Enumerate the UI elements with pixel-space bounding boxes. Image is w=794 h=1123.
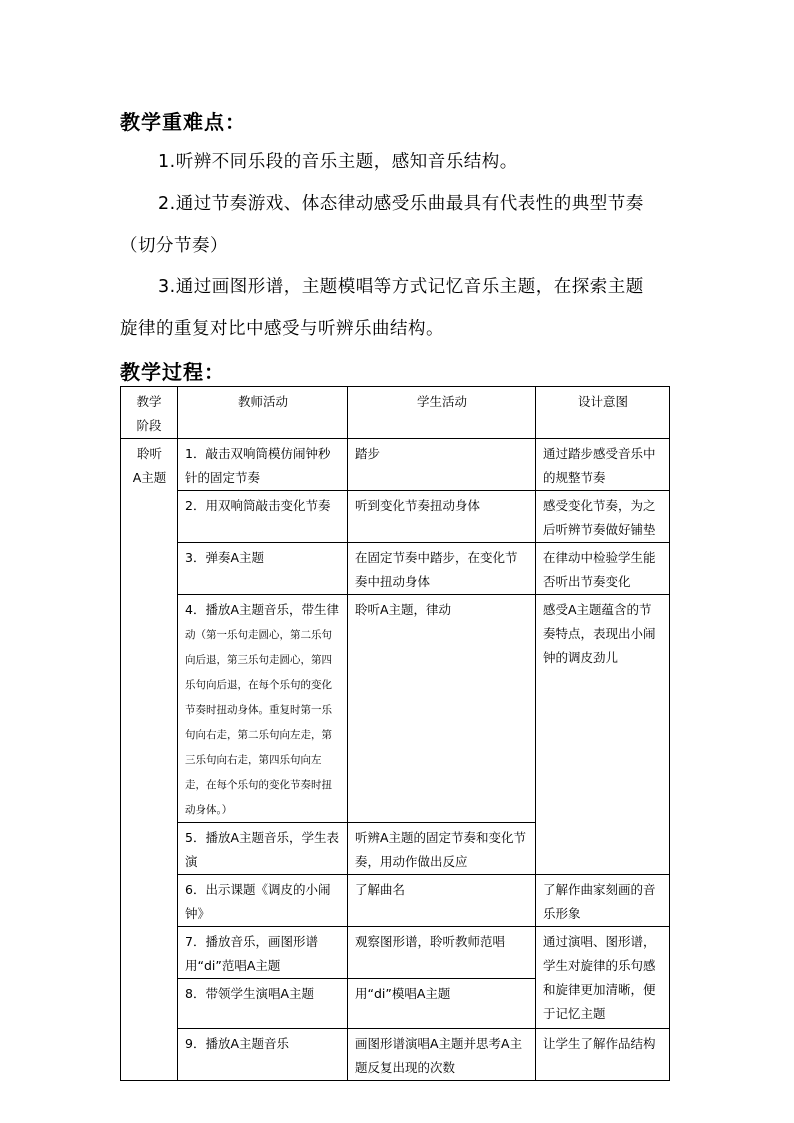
design-intent: 在律动中检验学生能否听出节奏变化 bbox=[536, 543, 670, 595]
table-row bbox=[121, 491, 670, 543]
student-activity: 了解曲名 bbox=[348, 875, 536, 927]
teacher-activity: 7．播放音乐，画图形谱用“di”范唱A主题 bbox=[178, 927, 348, 979]
teacher-activity-detail: 动（第一乐句走圆心，第二乐句向后退，第三乐句走圆心，第四乐句向后退，在每个乐句的变化节奏时扭动身体。重复时第一乐句向右走，第二乐句向左走，第三乐句向右走，第四乐句向左走，在每个乐句的变化节奏时扭动身体。） bbox=[185, 629, 332, 816]
teacher-activity: 3．弹奏A主题 bbox=[178, 543, 348, 595]
teacher-activity: 5．播放A主题音乐，学生表演 bbox=[178, 823, 348, 875]
student-activity: 用“di”模唱A主题 bbox=[348, 979, 536, 1029]
teacher-activity bbox=[178, 595, 348, 823]
student-activity: 聆听A主题，律动 bbox=[348, 595, 536, 823]
key-point-3-continued: 旋律的重复对比中感受与听辨乐曲结构。 bbox=[120, 319, 444, 339]
process-heading: 教学过程： bbox=[120, 360, 225, 384]
key-point-1: 1.听辨不同乐段的音乐主题，感知音乐结构。 bbox=[158, 152, 518, 172]
design-intent: 让学生了解作品结构 bbox=[536, 1029, 670, 1081]
design-intent: 了解作曲家刻画的音乐形象 bbox=[536, 875, 670, 927]
header-student: 学生活动 bbox=[348, 387, 536, 439]
student-activity: 听辨A主题的固定节奏和变化节奏，用动作做出反应 bbox=[348, 823, 536, 875]
student-activity: 听到变化节奏扭动身体 bbox=[348, 491, 536, 543]
teacher-activity: 1．敲击双响筒模仿闹钟秒针的固定节奏 bbox=[178, 439, 348, 491]
student-activity: 在固定节奏中踏步，在变化节奏中扭动身体 bbox=[348, 543, 536, 595]
teacher-activity-main: 4．播放A主题音乐，带生律 bbox=[185, 602, 340, 617]
header-stage-line-2: 阶段 bbox=[136, 418, 162, 433]
table-row bbox=[121, 875, 670, 927]
table-row bbox=[121, 1029, 670, 1081]
teacher-activity: 8．带领学生演唱A主题 bbox=[178, 979, 348, 1029]
table-row bbox=[121, 927, 670, 979]
teacher-activity: 2．用双响筒敲击变化节奏 bbox=[178, 491, 348, 543]
design-intent: 感受变化节奏，为之后听辨节奏做好铺垫 bbox=[536, 491, 670, 543]
header-teacher: 教师活动 bbox=[178, 387, 348, 439]
teacher-activity: 9．播放A主题音乐 bbox=[178, 1029, 348, 1081]
header-stage-line-1: 教学 bbox=[136, 394, 162, 409]
teaching-process-table bbox=[120, 386, 670, 1081]
key-point-3: 3.通过画图形谱，主题模唱等方式记忆音乐主题，在探索主题 bbox=[158, 277, 644, 297]
key-points-heading: 教学重难点： bbox=[120, 110, 246, 134]
table-row bbox=[121, 439, 670, 491]
design-intent: 通过踏步感受音乐中的规整节奏 bbox=[536, 439, 670, 491]
teacher-activity: 6．出示课题《调皮的小闹钟》 bbox=[178, 875, 348, 927]
design-intent: 通过演唱、图形谱，学生对旋律的乐句感和旋律更加清晰，便于记忆主题 bbox=[536, 927, 670, 1029]
student-activity: 踏步 bbox=[348, 439, 536, 491]
design-intent: 感受A主题蕴含的节奏特点，表现出小闹钟的调皮劲儿 bbox=[536, 595, 670, 875]
stage-line-2: A主题 bbox=[132, 470, 167, 485]
table-row bbox=[121, 595, 670, 823]
stage-line-1: 聆听 bbox=[136, 446, 162, 461]
student-activity: 画图形谱演唱A主题并思考A主题反复出现的次数 bbox=[348, 1029, 536, 1081]
table-row bbox=[121, 543, 670, 595]
key-point-2-continued: （切分节奏） bbox=[120, 236, 228, 256]
header-stage bbox=[121, 387, 178, 439]
header-intent: 设计意图 bbox=[536, 387, 670, 439]
table-header-row bbox=[121, 387, 670, 439]
key-point-2: 2.通过节奏游戏、体态律动感受乐曲最具有代表性的典型节奏 bbox=[158, 194, 644, 214]
stage-cell bbox=[121, 439, 178, 1081]
student-activity: 观察图形谱，聆听教师范唱 bbox=[348, 927, 536, 979]
